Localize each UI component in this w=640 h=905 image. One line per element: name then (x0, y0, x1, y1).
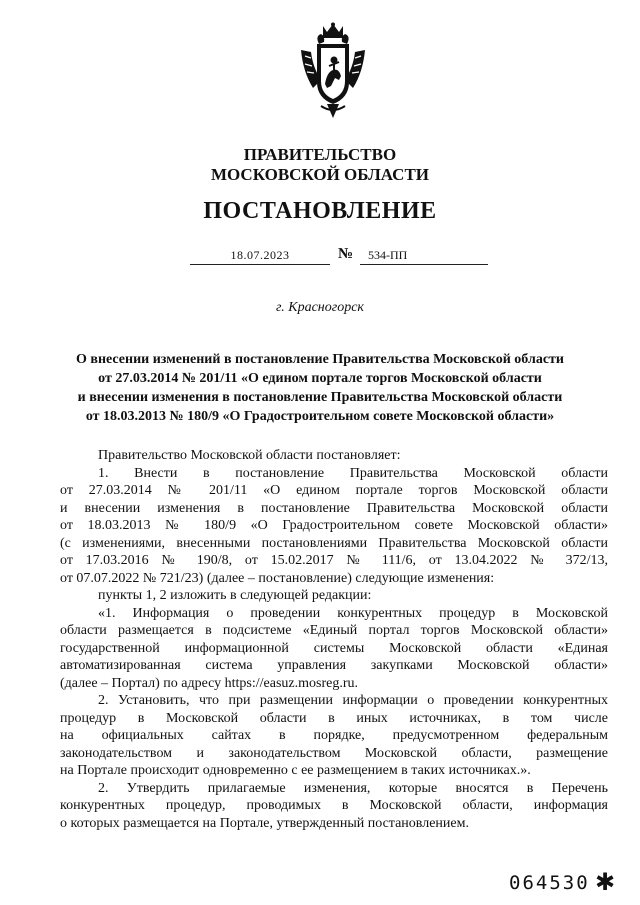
coat-of-arms-emblem (297, 22, 369, 120)
document-title (60, 350, 580, 426)
body-line: от 17.03.2016 № 190/8, от 15.02.2017 № 111/6, от 13.04.2022 № 372/13, (60, 553, 608, 568)
body-line: на Портале происходит одновременно с ее размещением в таких источниках.». (60, 763, 531, 778)
title-line: от 27.03.2014 № 201/11 «О едином портале торгов Московской области (98, 371, 542, 386)
body-line: (с изменениями, внесенными постановлениями Правительства Московской области (60, 535, 608, 551)
asterisk-icon: ✱ (595, 868, 616, 896)
body-line: 2. Утвердить прилагаемые изменения, которые вносятся в Перечень (98, 780, 608, 796)
title-line: О внесении изменений в постановление Правительства Московской области (76, 352, 564, 367)
government-heading-line1: ПРАВИТЕЛЬСТВО (243, 145, 397, 164)
government-heading-line2: МОСКОВСКОЙ ОБЛАСТИ (210, 165, 430, 184)
body-line: Правительство Московской области постановляет: (98, 448, 401, 463)
body-line: (далее – Портал) по адресу https://easuz.mosreg.ru. (60, 675, 359, 691)
body-line: автоматизированная система управления закупками Московской области» (60, 658, 608, 673)
body-line: конкурентных процедур, проводимых в Московской области, информация (60, 798, 608, 813)
document-body (60, 447, 608, 832)
body-line: государственной информационной системы Московской области «Единая (60, 640, 608, 656)
body-line: области размещается в подсистеме «Единый портал торгов Московской области» (60, 623, 608, 638)
body-line: и внесении изменения в постановление Правительства Московской области (60, 500, 608, 516)
body-line: 2. Установить, что при размещении информации о проведении конкурентных (98, 693, 608, 708)
document-type-heading: ПОСТАНОВЛЕНИЕ (203, 198, 437, 224)
body-line: о которых размещается на Портале, утвержденный постановлением. (60, 815, 469, 831)
number-sign: № (338, 246, 354, 262)
document-date: 18.07.2023 (190, 246, 330, 265)
title-line: и внесении изменения в постановление Правительства Московской области (77, 390, 563, 405)
body-line: процедур в Московской области в иных источниках, в том числе (60, 710, 608, 726)
document-number: 534-ПП (360, 246, 488, 265)
body-line: от 18.03.2013 № 180/9 «О Градостроительном совете Московской области» (60, 518, 608, 533)
city-location: г. Красногорск (276, 300, 364, 315)
body-line: от 07.07.2022 № 721/23) (далее – постановление) следующие изменения: (60, 570, 495, 586)
body-line: на официальных сайтах в порядке, предусмотренном федеральным (60, 728, 608, 743)
body-line: «1. Информация о проведении конкурентных процедур в Московской (98, 605, 608, 621)
body-line: от 27.03.2014 № 201/11 «О едином портале торгов Московской области (60, 483, 608, 498)
title-line: от 18.03.2013 № 180/9 «О Градостроительном совете Московской области» (85, 409, 555, 424)
body-line: 1. Внести в постановление Правительства Московской области (98, 465, 608, 481)
document-id: 064530 (509, 872, 590, 894)
body-line: законодательством и законодательством Московской области, размещение (60, 745, 608, 761)
body-line: пункты 1, 2 изложить в следующей редакции: (98, 588, 372, 603)
